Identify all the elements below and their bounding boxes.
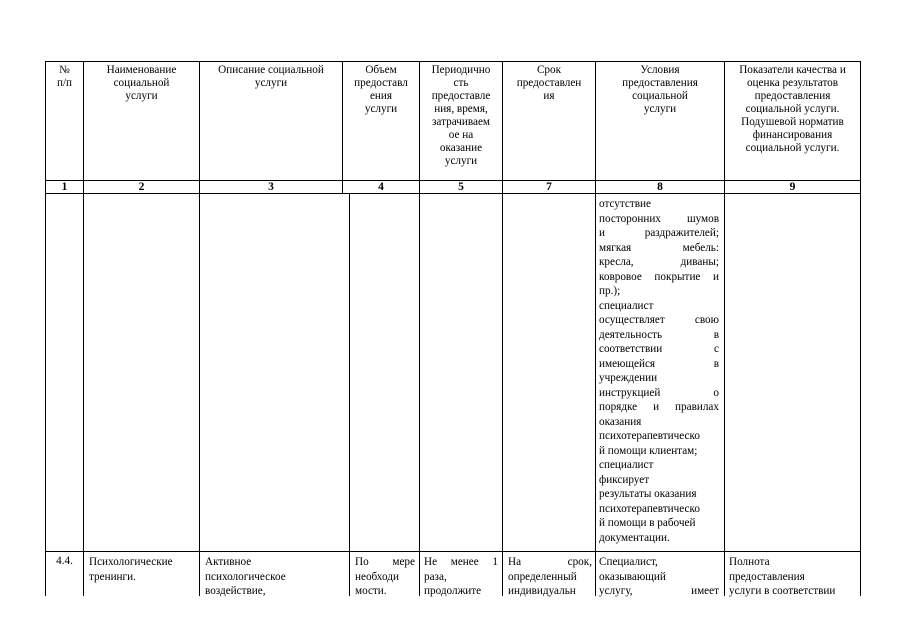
header-col-description: Описание социальной услуги (218, 64, 324, 89)
term-line: индивидуальн (508, 585, 576, 597)
conditions-line: документации. (599, 531, 670, 544)
conditions-line: и раздражителей; (599, 227, 719, 239)
header-col-service-name: Наименование социальной услуги (106, 64, 177, 102)
header-col-term: Срок предоставлен ия (516, 64, 582, 102)
conditions-line: психотерапевтическо (599, 502, 700, 515)
conditions-line: посторонних шумов (599, 212, 719, 225)
conditions-line: оказания (599, 415, 642, 428)
column-number-5: 5 (458, 181, 464, 193)
column-number-8: 8 (657, 181, 663, 193)
conditions-line: результаты оказания (599, 488, 697, 500)
conditions-line: инструкцией о (599, 386, 719, 399)
row-4-4-volume (355, 555, 415, 599)
conditions-line: осуществляет свою (599, 314, 719, 326)
table-right-border (860, 61, 861, 596)
col-divider-6 (595, 61, 596, 596)
conditions-line: фиксирует (599, 473, 650, 486)
row-4-4-number: 4.4. (56, 555, 73, 567)
volume-line: необходи (355, 570, 399, 583)
conditions-line: й помощи клиентам; (599, 444, 698, 457)
row-4-4-quality: Полнота предоставления услуги в соответствии (729, 556, 836, 597)
table-left-border (45, 61, 46, 596)
column-number-7: 7 (546, 181, 552, 193)
row-4-4-conditions (599, 555, 719, 599)
column-number-2: 2 (138, 181, 145, 193)
conditions-line: пр.); (599, 285, 621, 297)
conditions-line: й помощи в рабочей (599, 517, 696, 529)
periodicity-line: Не менее 1 (424, 556, 498, 568)
conditions-line: учреждении (599, 372, 658, 384)
conditions-line: мягкая мебель: (599, 241, 719, 254)
conditions-line: порядке и правилах (599, 401, 719, 413)
conditions-line: специалист (599, 459, 654, 471)
conditions-line: соответствии с (599, 343, 719, 355)
conditions-line: деятельность в (599, 328, 719, 341)
conditions-line: услугу, имеет (599, 585, 719, 597)
periodicity-line: раза, (424, 570, 447, 583)
conditions-line: Специалист, (599, 556, 658, 568)
row-4-4-service-name: Психологические тренинги. (89, 556, 173, 583)
column-number-4: 4 (378, 181, 384, 193)
header-col-volume: Объем предоставл ения услуги (354, 64, 408, 115)
header-col-periodicity: Периодично сть предоставле ния, время, затрачиваем ое на оказание услуги (431, 64, 491, 167)
row-4-4-description: Активное психологическое воздействие, (205, 556, 286, 597)
column-number-3: 3 (268, 181, 274, 193)
row-4-4-periodicity (424, 555, 498, 599)
volume-line: мости. (355, 585, 387, 597)
col-divider-1 (83, 61, 84, 596)
column-number-9: 9 (789, 181, 796, 193)
conditions-line: имеющейся в (599, 357, 719, 370)
header-col-quality: Показатели качества и оценка результатов предоставления социальной услуги. Подушевой норматив финансирования социальной услуги. (739, 64, 846, 154)
conditions-line: ковровое покрытие и (599, 270, 719, 283)
conditions-line: оказывающий (599, 570, 666, 583)
row-4-4-term (508, 555, 592, 599)
periodicity-line: продолжите (424, 585, 482, 597)
term-line: На срок, (508, 556, 592, 568)
header-col-conditions: Условия предоставления социальной услуги (622, 64, 698, 115)
header-col-number: № п/п (56, 64, 73, 89)
conditions-line: отсутствие (599, 198, 651, 210)
table-top-border (45, 61, 861, 62)
conditions-line: специалист (599, 299, 654, 312)
col-divider-2 (199, 61, 200, 596)
col-divider-5 (502, 61, 503, 596)
continued-conditions-cell (599, 197, 719, 545)
row-continued-bottom-border (45, 551, 861, 552)
term-line: определенный (508, 570, 577, 583)
col-divider-3-body (349, 193, 350, 596)
conditions-line: кресла, диваны; (599, 256, 719, 268)
column-number-1: 1 (61, 181, 68, 193)
volume-line: По мере (355, 556, 415, 568)
conditions-line: психотерапевтическо (599, 430, 700, 442)
